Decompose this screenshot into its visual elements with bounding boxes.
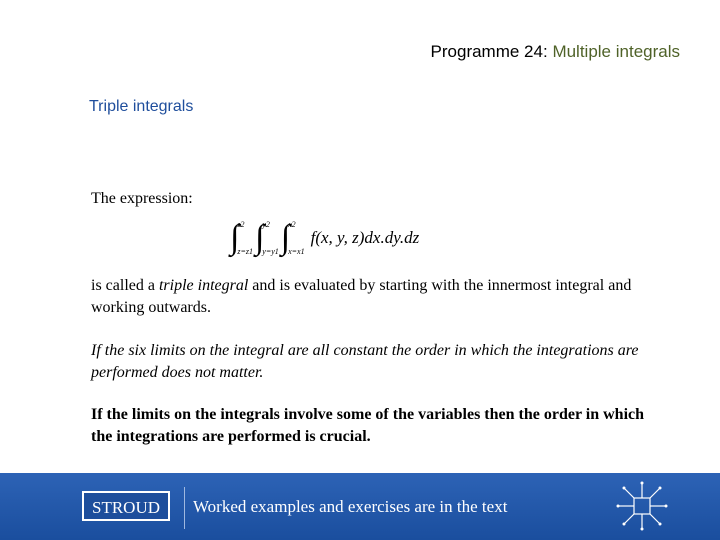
compass-logo-icon xyxy=(616,481,668,531)
integral-sign: ∫ xyxy=(254,219,265,256)
upper-limit: x2 xyxy=(288,220,296,229)
emphasized-term: triple integral xyxy=(158,277,249,294)
footer-note: Worked examples and exercises are in the text xyxy=(193,497,508,516)
footer-divider xyxy=(184,487,185,529)
paragraph-text: and is evaluated by starting with the innermost integral and working outwards. xyxy=(91,277,632,316)
middle-integral xyxy=(255,220,279,256)
integral-sign: ∫ xyxy=(230,219,240,256)
section-title: Triple integrals xyxy=(89,98,194,115)
evaluation-paragraph xyxy=(91,275,651,319)
lower-limit: z=z1 xyxy=(237,247,253,256)
integrand: f(x, y, z)dx.dy.dz xyxy=(310,228,420,247)
programme-topic: Multiple integrals xyxy=(552,42,680,61)
lower-limit: x=x1 xyxy=(288,247,305,256)
lower-limit: y=y1 xyxy=(262,247,279,256)
stroud-brand-box: STROUD xyxy=(82,491,170,521)
upper-limit: z2 xyxy=(237,220,245,229)
triple-integral-formula xyxy=(230,220,419,256)
constant-limits-paragraph: If the six limits on the integral are all constant the order in which the integrations are performed does not matter. xyxy=(91,342,639,381)
variable-limits-paragraph: If the limits on the integrals involve some of the variables then the order in which the integrations are performed is crucial. xyxy=(91,406,645,445)
programme-header xyxy=(431,42,680,62)
integral-sign: ∫ xyxy=(280,219,291,256)
paragraph-text: is called a xyxy=(91,277,159,294)
programme-label: Programme 24: xyxy=(430,42,548,61)
outer-integral xyxy=(230,220,253,256)
footer-bar xyxy=(0,473,720,540)
upper-limit: y2 xyxy=(262,220,270,229)
expression-intro: The expression: xyxy=(91,190,193,207)
inner-integral xyxy=(281,220,305,256)
